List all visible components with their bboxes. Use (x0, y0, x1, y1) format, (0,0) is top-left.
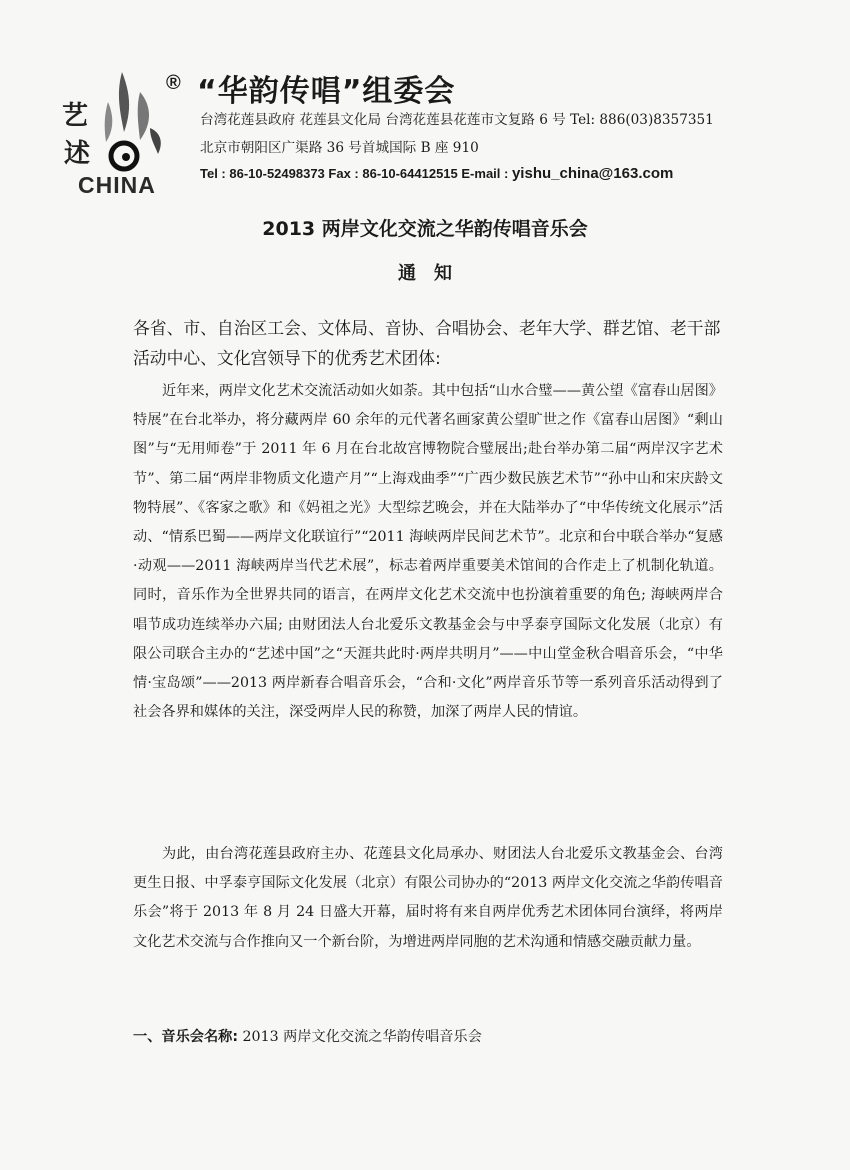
organization-title: “华韵传唱”组委会 (197, 74, 456, 109)
registered-mark: ® (166, 72, 181, 94)
svg-text:述: 述 (64, 139, 91, 169)
contact-numbers: Tel : 86-10-52498373 Fax : 86-10-64412515 E-mail : (200, 166, 509, 181)
address-line-2: 北京市朝阳区广渠路 36 号首城国际 B 座 910 (200, 140, 479, 156)
section-label: 一、音乐会名称: (133, 1029, 238, 1045)
contact-line (200, 165, 673, 182)
svg-text:艺: 艺 (62, 101, 89, 131)
email-address: yishu_china@163.com (511, 165, 674, 182)
document-subtitle: 通知 (398, 263, 470, 284)
logo-wordmark: CHINA (78, 172, 156, 198)
body-paragraph-1: 近年来，两岸文化艺术交流活动如火如荼。其中包括“山水合璧——黄公望《富春山居图》特展”在台北举办，将分藏两岸 60 余年的元代著名画家黄公望旷世之作《富春山居图》“剩山图”与“无用师卷”于 2011 年 6 月在台北故宫博物院合璧展出;赴台举办第二届“两岸汉字艺术节”、第二届“两岸非物质文化遗产月”“上海戏曲季”“广西少数民族艺术节”“孙中山和宋庆龄文物特展”、《客家之歌》和《妈祖之光》大型综艺晚会，并在大陆举办了“中华传统文化展示”活动、“情系巴蜀——两岸文化联谊行”“2011 海峡两岸民间艺术节”。北京和台中联合举办“复感·动观——2011 海峡两岸当代艺术展”，标志着两岸重要美术馆间的合作走上了机制化轨道。同时，音乐作为全世界共同的语言，在两岸文化艺术交流中也扮演着重要的角色; 海峡两岸合唱节成功连续举办六届; 由财团法人台北爱乐文教基金会与中孚泰亨国际文化发展（北京）有限公司联合主办的“艺述中国”之“天涯共此时·两岸共明月”——中山堂金秋合唱音乐会，“中华情·宝岛颂”——2013 两岸新春合唱音乐会，“合和·文化”两岸音乐节等一系列音乐活动得到了社会各界和媒体的关注，深受两岸人民的称赞，加深了两岸人民的情谊。 (133, 383, 723, 721)
section-value: 2013 两岸文化交流之华韵传唱音乐会 (242, 1029, 482, 1045)
document-title: 2013 两岸文化交流之华韵传唱音乐会 (262, 218, 588, 240)
salutation: 各省、市、自治区工会、文体局、音协、合唱协会、老年大学、群艺馆、老干部活动中心、文化宫领导下的优秀艺术团体: (133, 318, 721, 368)
address-line-1: 台湾花莲县政府 花莲县文化局 台湾花莲县花莲市文复路 6 号 Tel: 886(03)8357351 (200, 112, 714, 128)
section-concert-name (133, 1023, 482, 1051)
body-paragraph-2: 为此，由台湾花莲县政府主办、花莲县文化局承办、财团法人台北爱乐文教基金会、台湾更生日报、中孚泰亨国际文化发展（北京）有限公司协办的“2013 两岸文化交流之华韵传唱音乐会”将于 2013 年 8 月 24 日盛大开幕，届时将有来自两岸优秀艺术团体同台演绎，将两岸文化艺术交流与合作推向又一个新台阶，为增进两岸同胞的艺术沟通和情感交融贡献力量。 (133, 846, 723, 950)
